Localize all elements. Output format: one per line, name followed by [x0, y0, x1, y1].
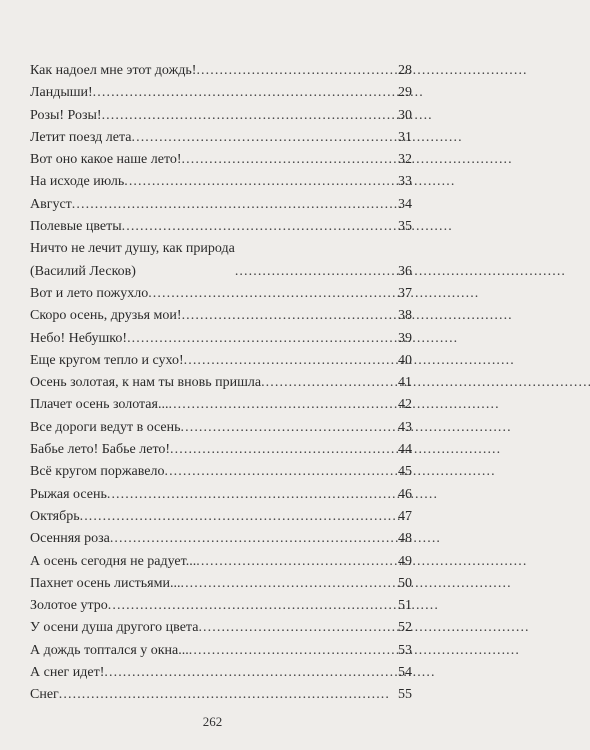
toc-entry-title: Всё кругом поржавело: [30, 464, 165, 480]
toc-entry-page: 55: [398, 687, 412, 703]
toc-entry-title: Октябрь: [30, 508, 80, 524]
toc-entry-page: 44: [398, 442, 412, 458]
toc-leader-dots: [181, 417, 392, 439]
toc-entry: [30, 127, 412, 149]
toc-entry-page: 31: [398, 129, 412, 145]
toc-entry: [30, 484, 412, 506]
toc-leader-dots: [170, 439, 392, 461]
toc-entry: [30, 506, 412, 528]
toc-leader-dots: [80, 506, 392, 528]
toc-entry-title: Еще кругом тепло и сухо!: [30, 352, 184, 368]
toc-leader-dots: [261, 372, 392, 394]
toc-entry-page: 30: [398, 107, 412, 123]
toc-leader-dots: [168, 394, 392, 416]
toc-entry: [30, 461, 412, 483]
toc-entry-page: 41: [398, 375, 412, 391]
toc-entry: [30, 617, 412, 639]
toc-entry-page: 34: [398, 196, 412, 212]
toc-entry-page: 28: [398, 63, 412, 78]
toc-entry-title-line1: Ничто не лечит душу, как природа: [30, 241, 235, 257]
toc-leader-dots: [108, 595, 392, 617]
toc-entry-page: 29: [398, 85, 412, 101]
toc-entry-title: Бабье лето! Бабье лето!: [30, 442, 171, 458]
toc-entry: [30, 82, 412, 104]
toc-leader-dots: [235, 261, 392, 283]
toc-entry-page: 49: [398, 553, 412, 569]
toc-entry-title: Скоро осень, друзья мои!: [30, 308, 182, 324]
toc-leader-dots: [132, 127, 393, 149]
toc-leader-dots: [184, 350, 392, 372]
toc-entry-page: 32: [398, 152, 412, 168]
toc-entry-title: У осени душа другого цвета: [30, 620, 199, 636]
toc-entry-page: 53: [398, 642, 412, 658]
toc-leader-dots: [148, 283, 392, 305]
toc-entry: [30, 573, 412, 595]
table-of-contents: [30, 60, 412, 707]
toc-leader-dots: [107, 484, 392, 506]
toc-entry-title: На исходе июль: [30, 174, 125, 190]
toc-entry: [30, 216, 412, 238]
toc-entry-page: 51: [398, 598, 412, 614]
toc-entry-title: Снег: [30, 687, 59, 703]
toc-entry: [30, 640, 412, 662]
toc-entry: [30, 328, 412, 350]
toc-leader-dots: [110, 528, 392, 550]
toc-entry: [30, 551, 412, 573]
toc-entry-page: 43: [398, 419, 412, 435]
toc-entry-title: Все дороги ведут в осень: [30, 419, 181, 435]
toc-leader-dots: [93, 82, 392, 104]
toc-entry: [30, 194, 412, 216]
toc-entry-page: 38: [398, 308, 412, 324]
toc-entry-page: 36: [398, 263, 412, 279]
toc-entry-title: Небо! Небушко!: [30, 330, 128, 346]
toc-entry: [30, 105, 412, 127]
toc-entry-title: Осень золотая, к нам ты вновь пришла: [30, 375, 262, 391]
toc-entry-title: А снег идет!: [30, 665, 105, 681]
toc-entry-page: 50: [398, 575, 412, 591]
toc-leader-dots: [102, 105, 392, 127]
toc-leader-dots: [180, 573, 392, 595]
toc-entry: [30, 595, 412, 617]
toc-entry: [30, 149, 412, 171]
toc-leader-dots: [127, 328, 392, 350]
toc-leader-dots: [189, 640, 392, 662]
toc-entry-title: Плачет осень золотая...: [30, 397, 169, 413]
toc-leader-dots: [72, 194, 392, 216]
toc-leader-dots: [59, 684, 392, 706]
toc-leader-dots: [104, 662, 392, 684]
toc-entry-title: [30, 238, 235, 283]
toc-entry-title: Осенняя роза: [30, 531, 110, 547]
page-number: 262: [202, 714, 223, 729]
toc-entry-title: А осень сегодня не радует...: [30, 553, 197, 569]
toc-entry: [30, 439, 412, 461]
toc-entry-title: Золотое утро: [30, 598, 108, 614]
toc-leader-dots: [182, 149, 392, 171]
toc-entry: [30, 283, 412, 305]
toc-leader-dots: [198, 617, 392, 639]
toc-entry-page: 52: [398, 620, 412, 636]
toc-entry-title: Вот и лето пожухло: [30, 285, 149, 301]
toc-entry-title: Рыжая осень: [30, 486, 107, 502]
toc-entry-title: Летит поезд лета: [30, 129, 132, 145]
toc-entry-title: Розы! Розы!: [30, 107, 102, 123]
toc-entry-title-line2: (Василий Лесков): [30, 263, 136, 279]
toc-entry: [30, 305, 412, 327]
toc-entry: [30, 394, 412, 416]
toc-leader-dots: [196, 60, 392, 82]
toc-entry-page: 42: [398, 397, 412, 413]
toc-leader-dots: [196, 551, 392, 573]
toc-entry-title: Полевые цветы: [30, 219, 122, 235]
toc-entry-page: 48: [398, 531, 412, 547]
toc-entry-page: 35: [398, 219, 412, 235]
toc-entry-page: 33: [398, 174, 412, 190]
toc-entry-title: Вот оно какое наше лето!: [30, 152, 182, 168]
toc-entry: [30, 417, 412, 439]
toc-leader-dots: [182, 305, 392, 327]
toc-entry-page: 40: [398, 352, 412, 368]
toc-entry-title: Ландыши!: [30, 85, 93, 101]
toc-entry-page: 45: [398, 464, 412, 480]
toc-entry: [30, 662, 412, 684]
toc-entry: [30, 528, 412, 550]
toc-entry: [30, 60, 412, 82]
toc-entry-title: Как надоел мне этот дождь!: [30, 63, 197, 78]
toc-entry: [30, 171, 412, 193]
toc-entry: [30, 372, 412, 394]
toc-leader-dots: [124, 171, 392, 193]
toc-entry-title: Пахнет осень листьями...: [30, 575, 181, 591]
toc-entry: [30, 350, 412, 372]
toc-entry-page: 37: [398, 285, 412, 301]
toc-entry-page: 47: [398, 508, 412, 524]
toc-entry-title: Август: [30, 196, 72, 212]
toc-leader-dots: [122, 216, 392, 238]
toc-leader-dots: [164, 461, 392, 483]
toc-entry-page: 39: [398, 330, 412, 346]
toc-entry-title: А дождь топтался у окна...: [30, 642, 189, 658]
toc-entry: [30, 684, 412, 706]
toc-entry: [30, 238, 412, 283]
toc-entry-page: 54: [398, 665, 412, 681]
toc-entry-page: 46: [398, 486, 412, 502]
